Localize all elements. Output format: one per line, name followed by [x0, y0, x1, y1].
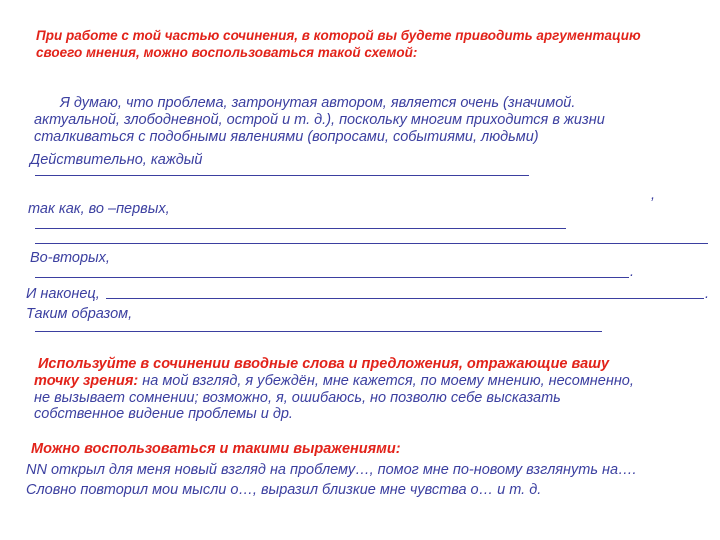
template-second: Во-вторых,: [30, 250, 110, 266]
template-comma: ,: [651, 187, 656, 203]
template-thus: Таким образом,: [26, 306, 133, 322]
tip2-line-1: NN открыл для меня новый взгляд на проблему…, помог мне по-новому взглянуть на….: [26, 462, 637, 478]
tip1-heading-line-1: Используйте в сочинении вводные слова и предложения, отражающие вашу: [38, 356, 610, 372]
tip1-heading-line-2: точку зрения:: [34, 373, 139, 389]
template-text-line-1: Я думаю, что проблема, затронутая автором, является очень (значимой.: [60, 95, 576, 111]
fill-line: [35, 228, 566, 229]
template-text-line-2: актуальной, злободневной, острой и т. д.), поскольку многим приходится в жизни: [34, 112, 605, 128]
tip1-examples: на мой взгляд, я убеждён, мне кажется, по моему мнению, несомненно,: [138, 373, 634, 389]
tip1-line-3: не вызывает сомнении; возможно, я, ошибаюсь, но позволю себе высказать: [34, 390, 561, 406]
fill-line: [106, 298, 704, 299]
template-text-line-3: сталкиваться с подобными явлениями (вопросами, событиями, людьми): [34, 129, 539, 145]
fill-line: [35, 331, 602, 332]
template-dot-1: .: [630, 264, 635, 280]
tip2-heading: Можно воспользоваться и такими выражениями:: [31, 441, 401, 457]
template-dot-2: .: [705, 286, 710, 302]
tip2-line-2: Словно повторил мои мысли о…, выразил близкие мне чувства о… и т. д.: [26, 482, 542, 498]
fill-line: [35, 243, 708, 244]
intro-line-2: своего мнения, можно воспользоваться такой схемой:: [36, 45, 418, 60]
template-finally: И наконец,: [26, 286, 100, 302]
template-first: так как, во –первых,: [28, 201, 170, 217]
fill-line: [35, 277, 629, 278]
template-indeed: Действительно, каждый: [30, 152, 203, 168]
tip1-line-2: [34, 373, 634, 390]
fill-line: [35, 175, 529, 176]
tip1-line-4: собственное видение проблемы и др.: [34, 406, 293, 422]
intro-line-1: При работе с той частью сочинения, в которой вы будете приводить аргументацию: [36, 28, 641, 43]
